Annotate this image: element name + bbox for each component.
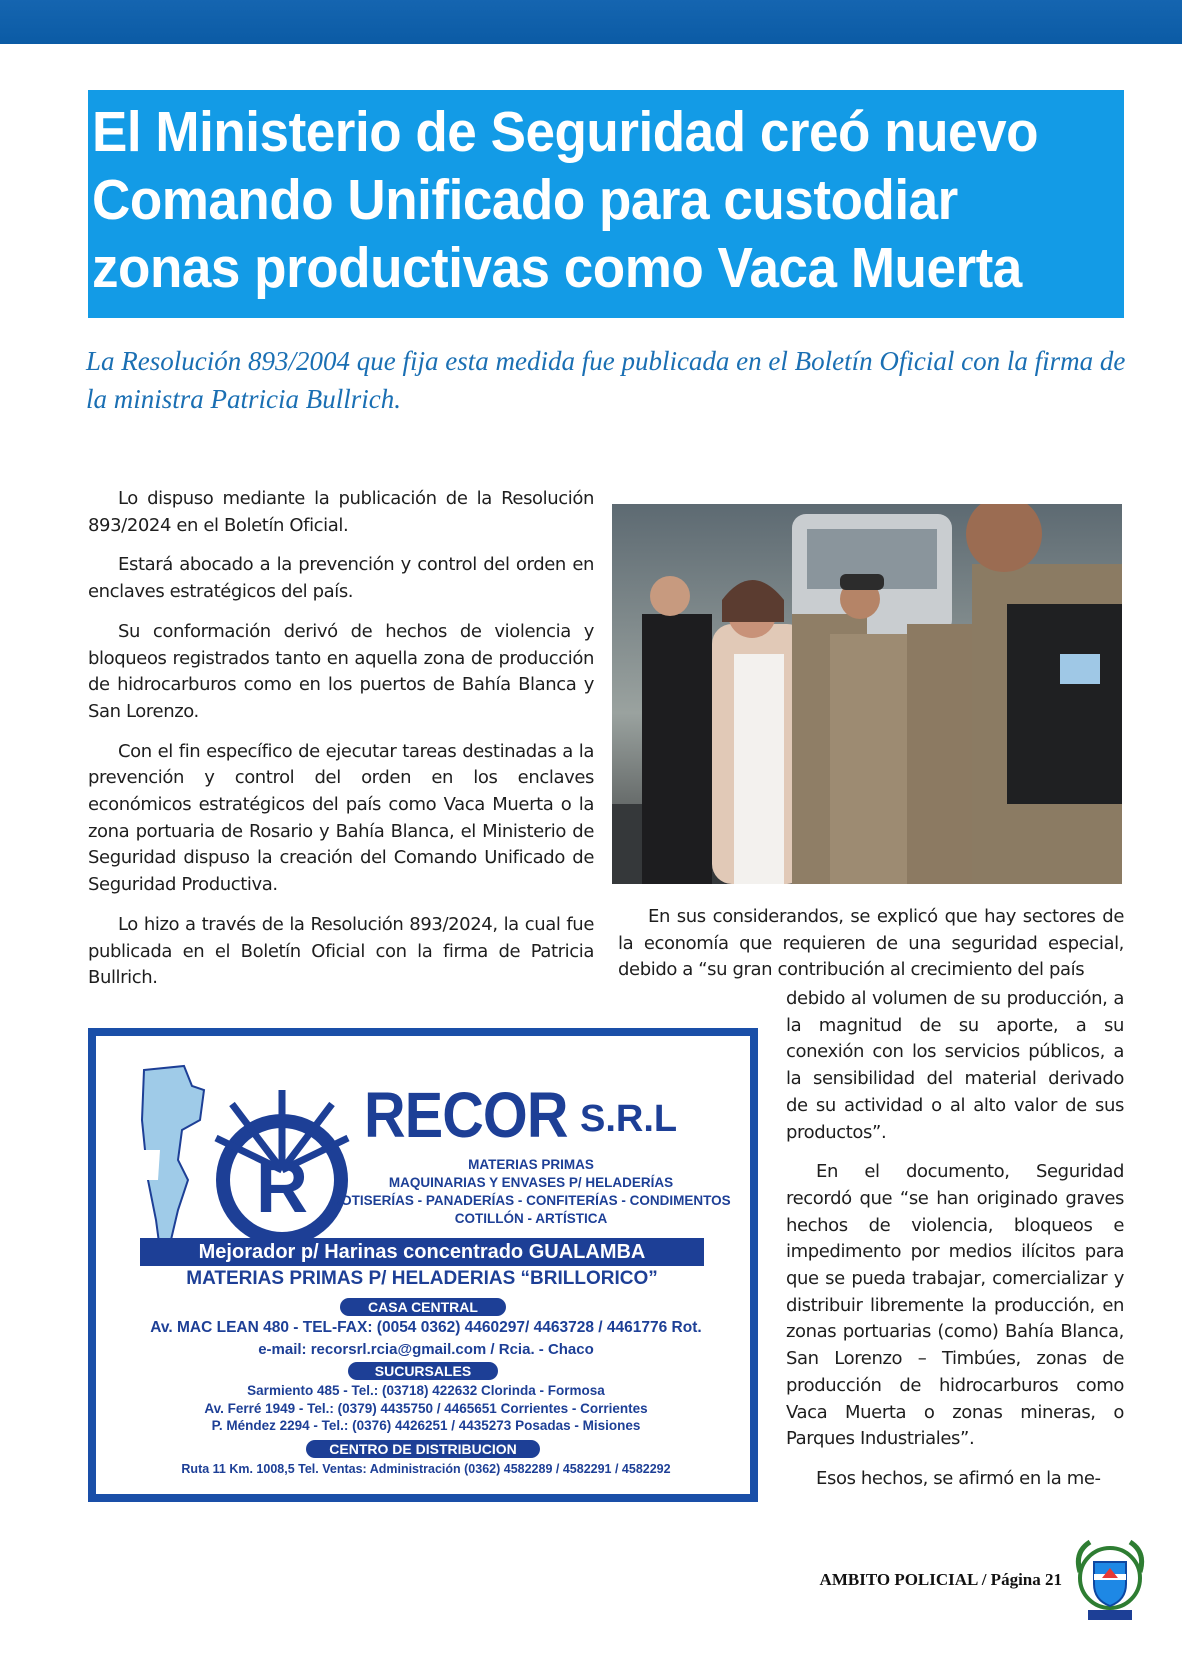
recor-logo-icon bbox=[132, 1060, 352, 1250]
subtitle: La Resolución 893/2004 que fija esta medida fue publicada en el Boletín Oficial con la firma de la ministra Patricia Bullrich. bbox=[86, 346, 1126, 414]
ad-banner-1: Mejorador p/ Harinas concentrado GUALAMBA bbox=[140, 1238, 704, 1266]
distribucion-address: Ruta 11 Km. 1008,5 Tel. Ventas: Administración (0362) 4582289 / 4582291 / 4582292 bbox=[181, 1462, 671, 1476]
casa-central-address: Av. MAC LEAN 480 - TEL-FAX: (0054 0362) 4460297/ 4463728 / 4461776 Rot. bbox=[150, 1319, 702, 1336]
paragraph: Con el fin específico de ejecutar tareas destinadas a la prevención y control del orden en los enclaves económicos estratégicos del país como Vaca Muerta o la zona portuaria de Rosario y Bahía Blanca, el Ministerio de Seguridad dispuso la creación del Comando Unificado de Seguridad Productiva. bbox=[88, 740, 594, 896]
news-photo bbox=[612, 504, 1122, 884]
ad-line: COTILLÓN - ARTÍSTICA bbox=[454, 1211, 608, 1226]
right-column-narrow bbox=[786, 986, 1124, 1506]
ad-line: MAQUINARIAS Y ENVASES P/ HELADERÍAS bbox=[388, 1175, 674, 1190]
page-footer: AMBITO POLICIAL / Página 21 bbox=[819, 1570, 1062, 1589]
ad-brand-suffix: S.R.L bbox=[580, 1098, 678, 1140]
photo-illustration bbox=[612, 504, 1122, 884]
headline-line-2: Comando Unificado para custodiar bbox=[92, 168, 958, 232]
sucursales-list bbox=[116, 1382, 736, 1435]
recor-advertisement bbox=[88, 1028, 758, 1502]
paragraph: Estará abocado a la prevención y control del orden en enclaves estratégicos del país. bbox=[88, 554, 594, 603]
top-bar bbox=[0, 0, 1182, 44]
paragraph: Lo hizo a través de la Resolución 893/2024, la cual fue publicada en el Boletín Oficial con la firma de Patricia Bullrich. bbox=[88, 913, 594, 989]
headline bbox=[92, 98, 1124, 302]
right-column-wide bbox=[618, 904, 1124, 984]
sucursal-item: P. Méndez 2294 - Tel.: (0376) 4426251 / 4435273 Posadas - Misiones bbox=[211, 1418, 641, 1433]
headline-box bbox=[88, 90, 1124, 318]
ad-line: ROTISERÍAS - PANADERÍAS - CONFITERÍAS - CONDIMENTOS bbox=[331, 1193, 731, 1208]
sucursales-label: SUCURSALES bbox=[348, 1362, 498, 1380]
paragraph: Su conformación derivó de hechos de violencia y bloqueos registrados tanto en aquella zona de producción de hidrocarburos como en los puertos de Bahía Blanca y San Lorenzo. bbox=[88, 620, 594, 722]
logo-letter: R bbox=[256, 1148, 308, 1228]
paragraph: En sus considerandos, se explicó que hay sectores de la economía que requieren de una seguridad especial, debido a “su gran contribución al crecimiento del país bbox=[618, 906, 1124, 981]
police-seal-icon bbox=[1072, 1532, 1148, 1628]
ad-line: MATERIAS PRIMAS bbox=[468, 1157, 594, 1172]
paragraph: Esos hechos, se afirmó en la me- bbox=[816, 1467, 1101, 1489]
ad-brand: RECOR bbox=[364, 1079, 568, 1151]
sucursal-item: Av. Ferré 1949 - Tel.: (0379) 4435750 / 4465651 Corrientes - Corrientes bbox=[204, 1400, 648, 1416]
paragraph: Lo dispuso mediante la publicación de la Resolución 893/2024 en el Boletín Oficial. bbox=[88, 488, 594, 536]
headline-line-1: El Ministerio de Seguridad creó nuevo bbox=[92, 100, 1039, 164]
ad-email: e-mail: recorsrl.rcia@gmail.com / Rcia. - Chaco bbox=[258, 1341, 594, 1358]
sucursal-item: Sarmiento 485 - Tel.: (03718) 422632 Clorinda - Formosa bbox=[247, 1383, 605, 1398]
left-column bbox=[88, 486, 594, 1005]
ad-banner-2: MATERIAS PRIMAS P/ HELADERIAS “BRILLORICO” bbox=[186, 1268, 658, 1289]
casa-central-label: CASA CENTRAL bbox=[340, 1298, 506, 1316]
headline-line-3: zonas productivas como Vaca Muerta bbox=[92, 236, 1022, 300]
distribucion-label: CENTRO DE DISTRIBUCION bbox=[306, 1440, 540, 1458]
ad-product-lines bbox=[326, 1156, 736, 1228]
paragraph: debido al volumen de su producción, a la magnitud de su aporte, a su conexión con los servicios públicos, a la sensibilidad del material derivado de su actividad o al alto valor de sus productos”. bbox=[786, 988, 1124, 1143]
paragraph: En el documento, Seguridad recordó que “se han originado graves hechos de violencia, bloqueos e impedimento por medios ilícitos para que se pueda trabajar, comercializar y distribuir libremente la producción, en zonas portuarias (como) Bahía Blanca, San Lorenzo – Timbúes, zonas de producción de hidrocarburos como Vaca Muerta o zonas mineras, o Parques Industriales”. bbox=[786, 1161, 1124, 1450]
